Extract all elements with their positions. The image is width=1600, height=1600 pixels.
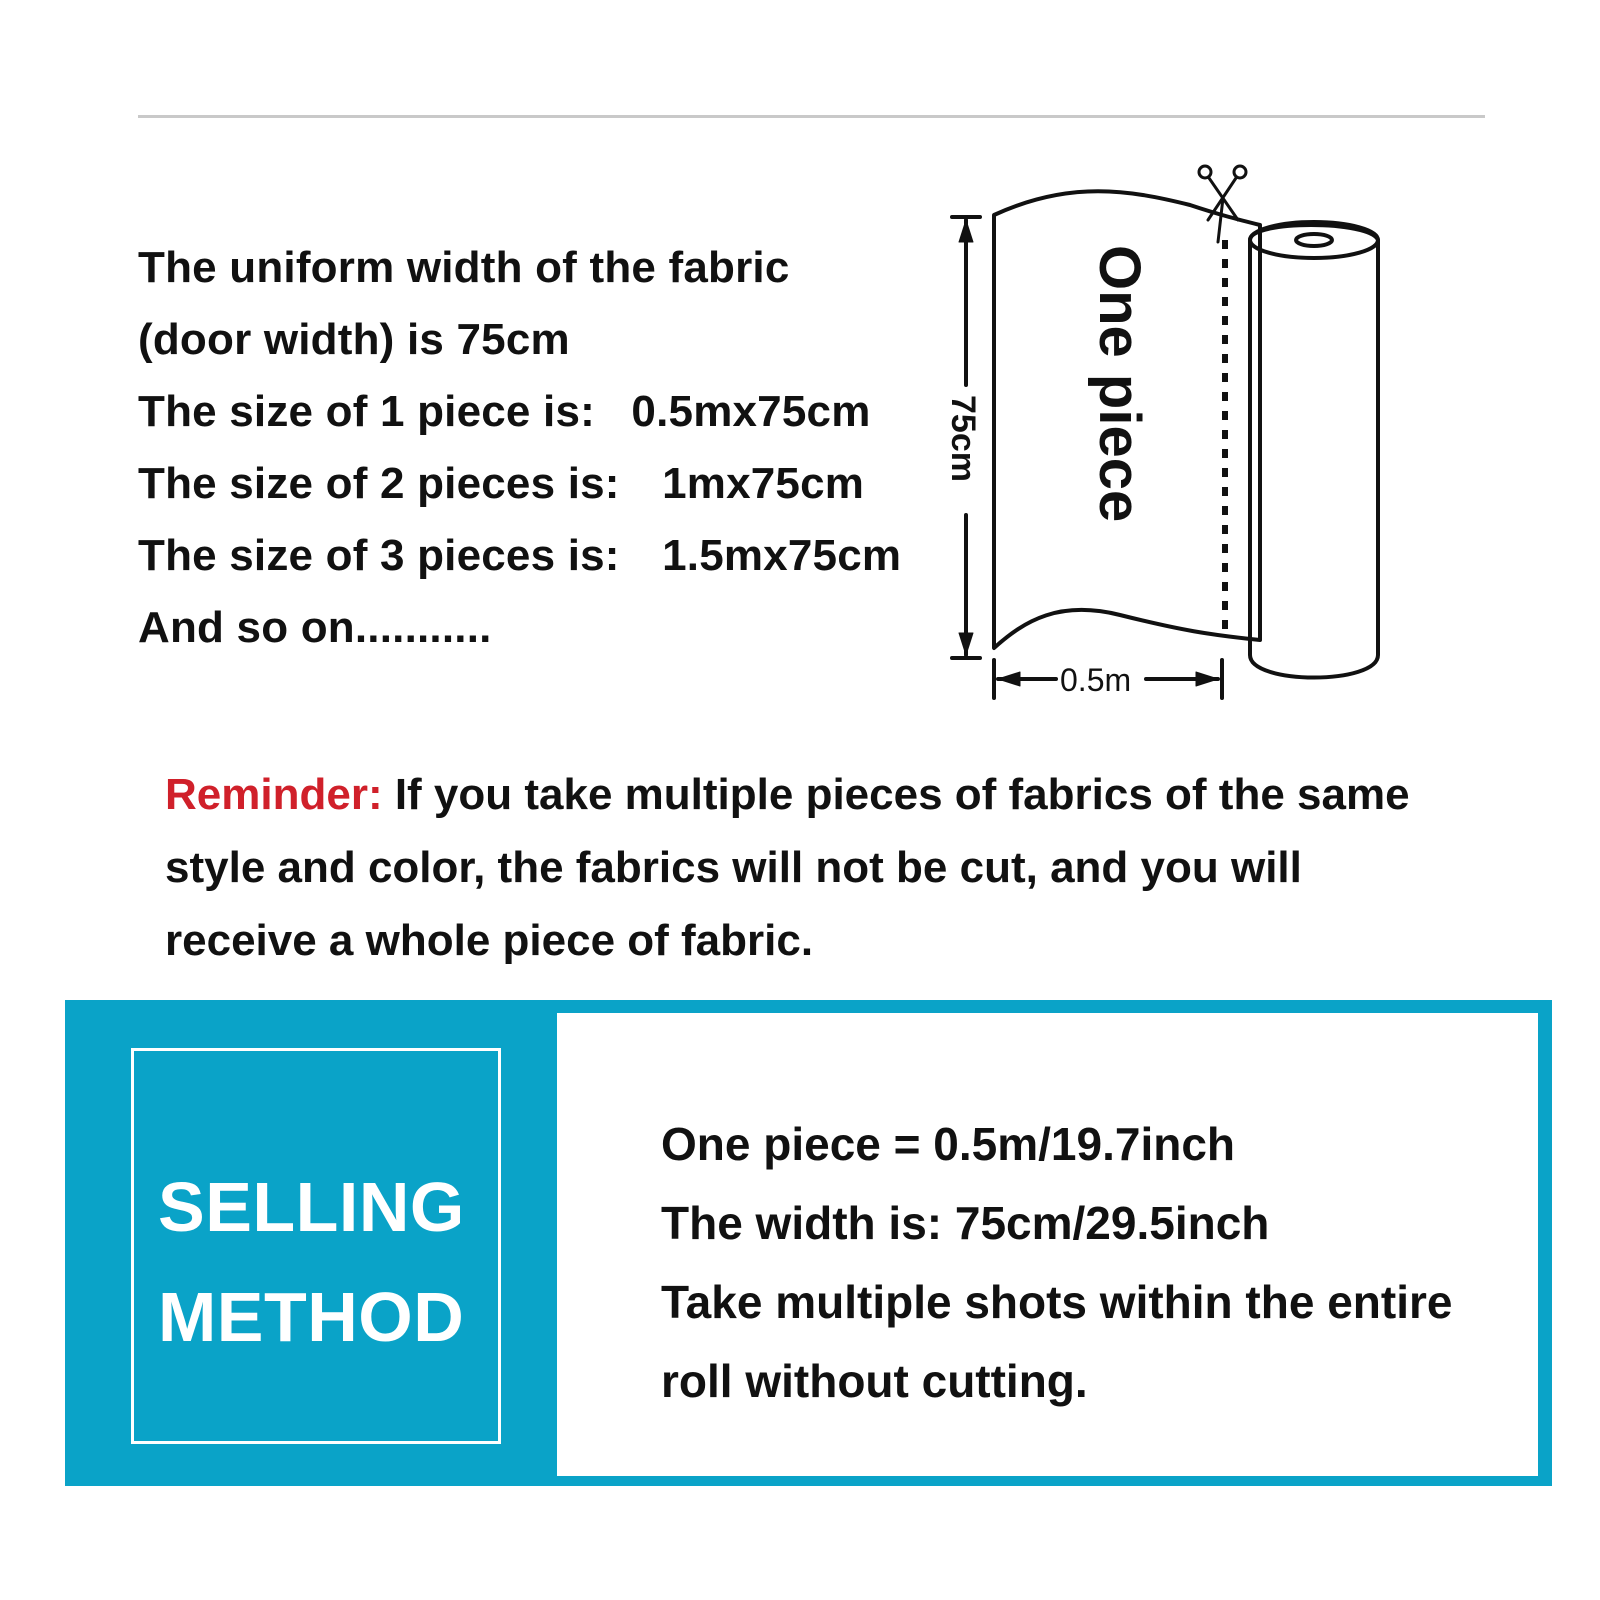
spec-line <box>138 232 938 304</box>
spec-line <box>138 304 938 376</box>
selling-title-line2: METHOD <box>158 1278 465 1356</box>
spec-label: The size of 3 pieces is: <box>138 531 620 580</box>
fabric-roll-diagram <box>944 160 1430 720</box>
spec-value: 0.5mx75cm <box>631 387 871 436</box>
scissors-icon <box>1199 166 1246 242</box>
spec-line <box>138 520 938 592</box>
top-divider <box>138 115 1485 118</box>
spec-value: 1mx75cm <box>662 459 865 508</box>
reminder-note <box>165 758 1465 977</box>
reminder-label: Reminder: <box>165 770 383 819</box>
selling-detail-line: The width is: 75cm/29.5inch <box>661 1197 1270 1249</box>
selling-detail-line: roll without cutting. <box>661 1355 1088 1407</box>
selling-method-panel <box>65 1000 1552 1486</box>
selling-detail-line: One piece = 0.5m/19.7inch <box>661 1118 1236 1170</box>
spec-line <box>138 376 938 448</box>
roll-label: One piece <box>1087 245 1152 523</box>
spec-label: The uniform width of the fabric <box>138 243 790 292</box>
fabric-roll-icon <box>1250 222 1378 678</box>
spec-label: The size of 2 pieces is: <box>138 459 620 508</box>
spec-line <box>138 448 938 520</box>
selling-method-details <box>557 1013 1538 1476</box>
selling-detail-line: Take multiple shots within the entire <box>661 1276 1453 1328</box>
height-label: 75cm <box>944 395 982 482</box>
spec-label: The size of 1 piece is: <box>138 387 595 436</box>
selling-title-line1: SELLING <box>158 1168 465 1246</box>
fabric-size-info <box>138 232 938 664</box>
spec-label: And so on........... <box>138 603 492 652</box>
width-label: 0.5m <box>1060 662 1132 698</box>
selling-method-title-box <box>131 1048 501 1444</box>
spec-line <box>138 592 938 664</box>
spec-label: (door width) is 75cm <box>138 315 570 364</box>
reminder-text: If you take multiple pieces of fabrics of the same style and color, the fabrics will not be cut, and you will receive a whole piece of fabric. <box>165 770 1410 965</box>
spec-value: 1.5mx75cm <box>662 531 902 580</box>
